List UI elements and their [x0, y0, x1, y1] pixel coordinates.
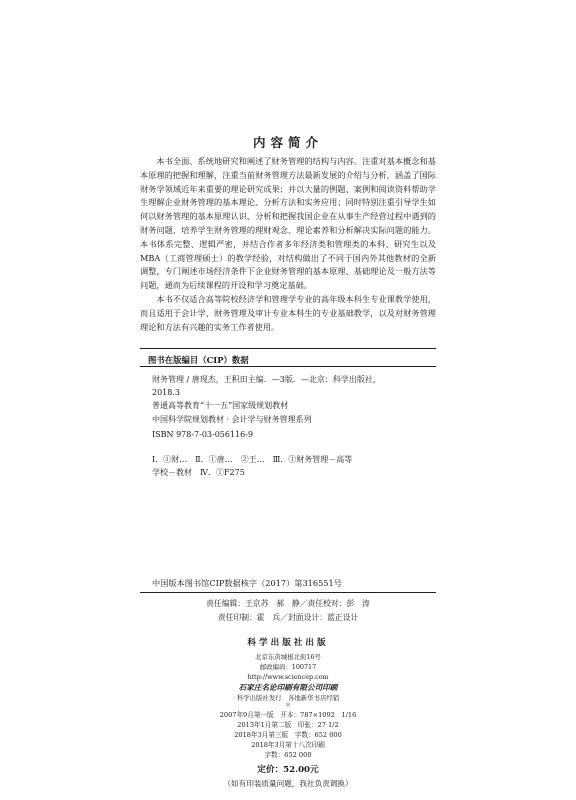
cip-line: Ⅰ．①财… Ⅱ．①唐… ②王… Ⅲ．①财务管理－高等	[152, 455, 353, 465]
section-title: 内容简介	[252, 135, 323, 150]
cip-record	[140, 373, 436, 479]
publisher-postcode: 邮政编码：100717	[259, 663, 317, 671]
editor-credits: 责任编辑：王京苏 郝 静／责任校对：彭 涛	[206, 599, 370, 608]
intro-text	[140, 155, 436, 334]
production-credits: 责任印制：霍 兵／封面设计：蓝正设计	[217, 613, 359, 622]
cip-number: 中国版本图书馆CIP数据核字（2017）第316551号	[152, 578, 342, 588]
intro-paragraph: 本书全面、系统地研究和阐述了财务管理的结构与内容。注重对基本概念和基本原理的把握和理解，注重当前财务管理方法最新发展的介绍与分析，涵盖了国际财务学领域近年来重要的理论研究成果；并以大量的例题、案例和阅读资料帮助学生理解企业财务管理的基本理论、分析方法和实务应用；同时特别注重引导学生如何以财务管理的基本原理认识、分析和把握我国企业在从事生产经营过程中遇到的财务问题，培养学生财务管理的理财观念、理论素养和分析解决实际问题的能力。本书体系完整、逻辑严密，并结合作者多年经济类和管理类的本科、研究生以及MBA（工商管理硕士）的教学经验，对结构做出了不同于国内外其他教材的全新调整，专门阐述市场经济条件下企业财务管理的基本原理、基础理论及一般方法等问题，通而为后续课程的开设和学习奠定基础。	[140, 156, 436, 291]
distribution-info: 科学出版社发行 各地新华书店经销	[236, 694, 340, 702]
cip-heading: 图书在版编目（CIP）数据	[148, 355, 249, 365]
edition-spec: 2018年3月第三版 字数：652 000	[234, 731, 342, 739]
divider	[140, 348, 436, 349]
cip-line: 2018.3	[152, 388, 180, 398]
divider	[140, 366, 436, 367]
publisher-website: http://www.sciencep.com	[247, 673, 329, 681]
divider	[140, 592, 436, 593]
edition-spec: 2007年9月第一版 开本：787×1092 1/16	[219, 711, 357, 719]
cip-line: 学校－教材 Ⅳ．①F275	[152, 468, 245, 478]
cip-line: 财务管理 / 唐现杰，王积田主编．—3版．—北京：科学出版社，	[152, 375, 381, 384]
cip-line: 中国科学院规划教材 · 会计学与财务管理系列	[152, 414, 312, 424]
publisher-address: 北京东黄城根北街16号	[255, 653, 321, 661]
edition-spec: 2013年1月第二版 印张：27 1/2	[237, 721, 339, 729]
edition-spec: 字数：652 000	[264, 751, 312, 759]
printer-name: 石家庄名论印刷有限公司印刷	[238, 683, 338, 692]
price: 定价：52.00元	[257, 765, 319, 775]
cip-line: 普通高等教育“十一五”国家级规划教材	[152, 401, 289, 411]
edition-spec: 2018年3月第十八次印刷	[251, 741, 325, 749]
separator-mark: ＊	[284, 702, 291, 709]
quality-note: （如有印装质量问题，我社负责调换）	[223, 779, 353, 788]
cip-line: ISBN 978-7-03-056116-9	[152, 429, 254, 439]
publisher-name: 科学出版社出版	[247, 638, 329, 648]
intro-paragraph: 本书不仅适合高等院校经济学和管理学专业的高年级本科生专业课教学使用，而且适用于会计学、财务管理及审计专业本科生的专业基础教学，以及对财务管理理论和方法有兴趣的实务工作者使用。	[140, 293, 436, 332]
